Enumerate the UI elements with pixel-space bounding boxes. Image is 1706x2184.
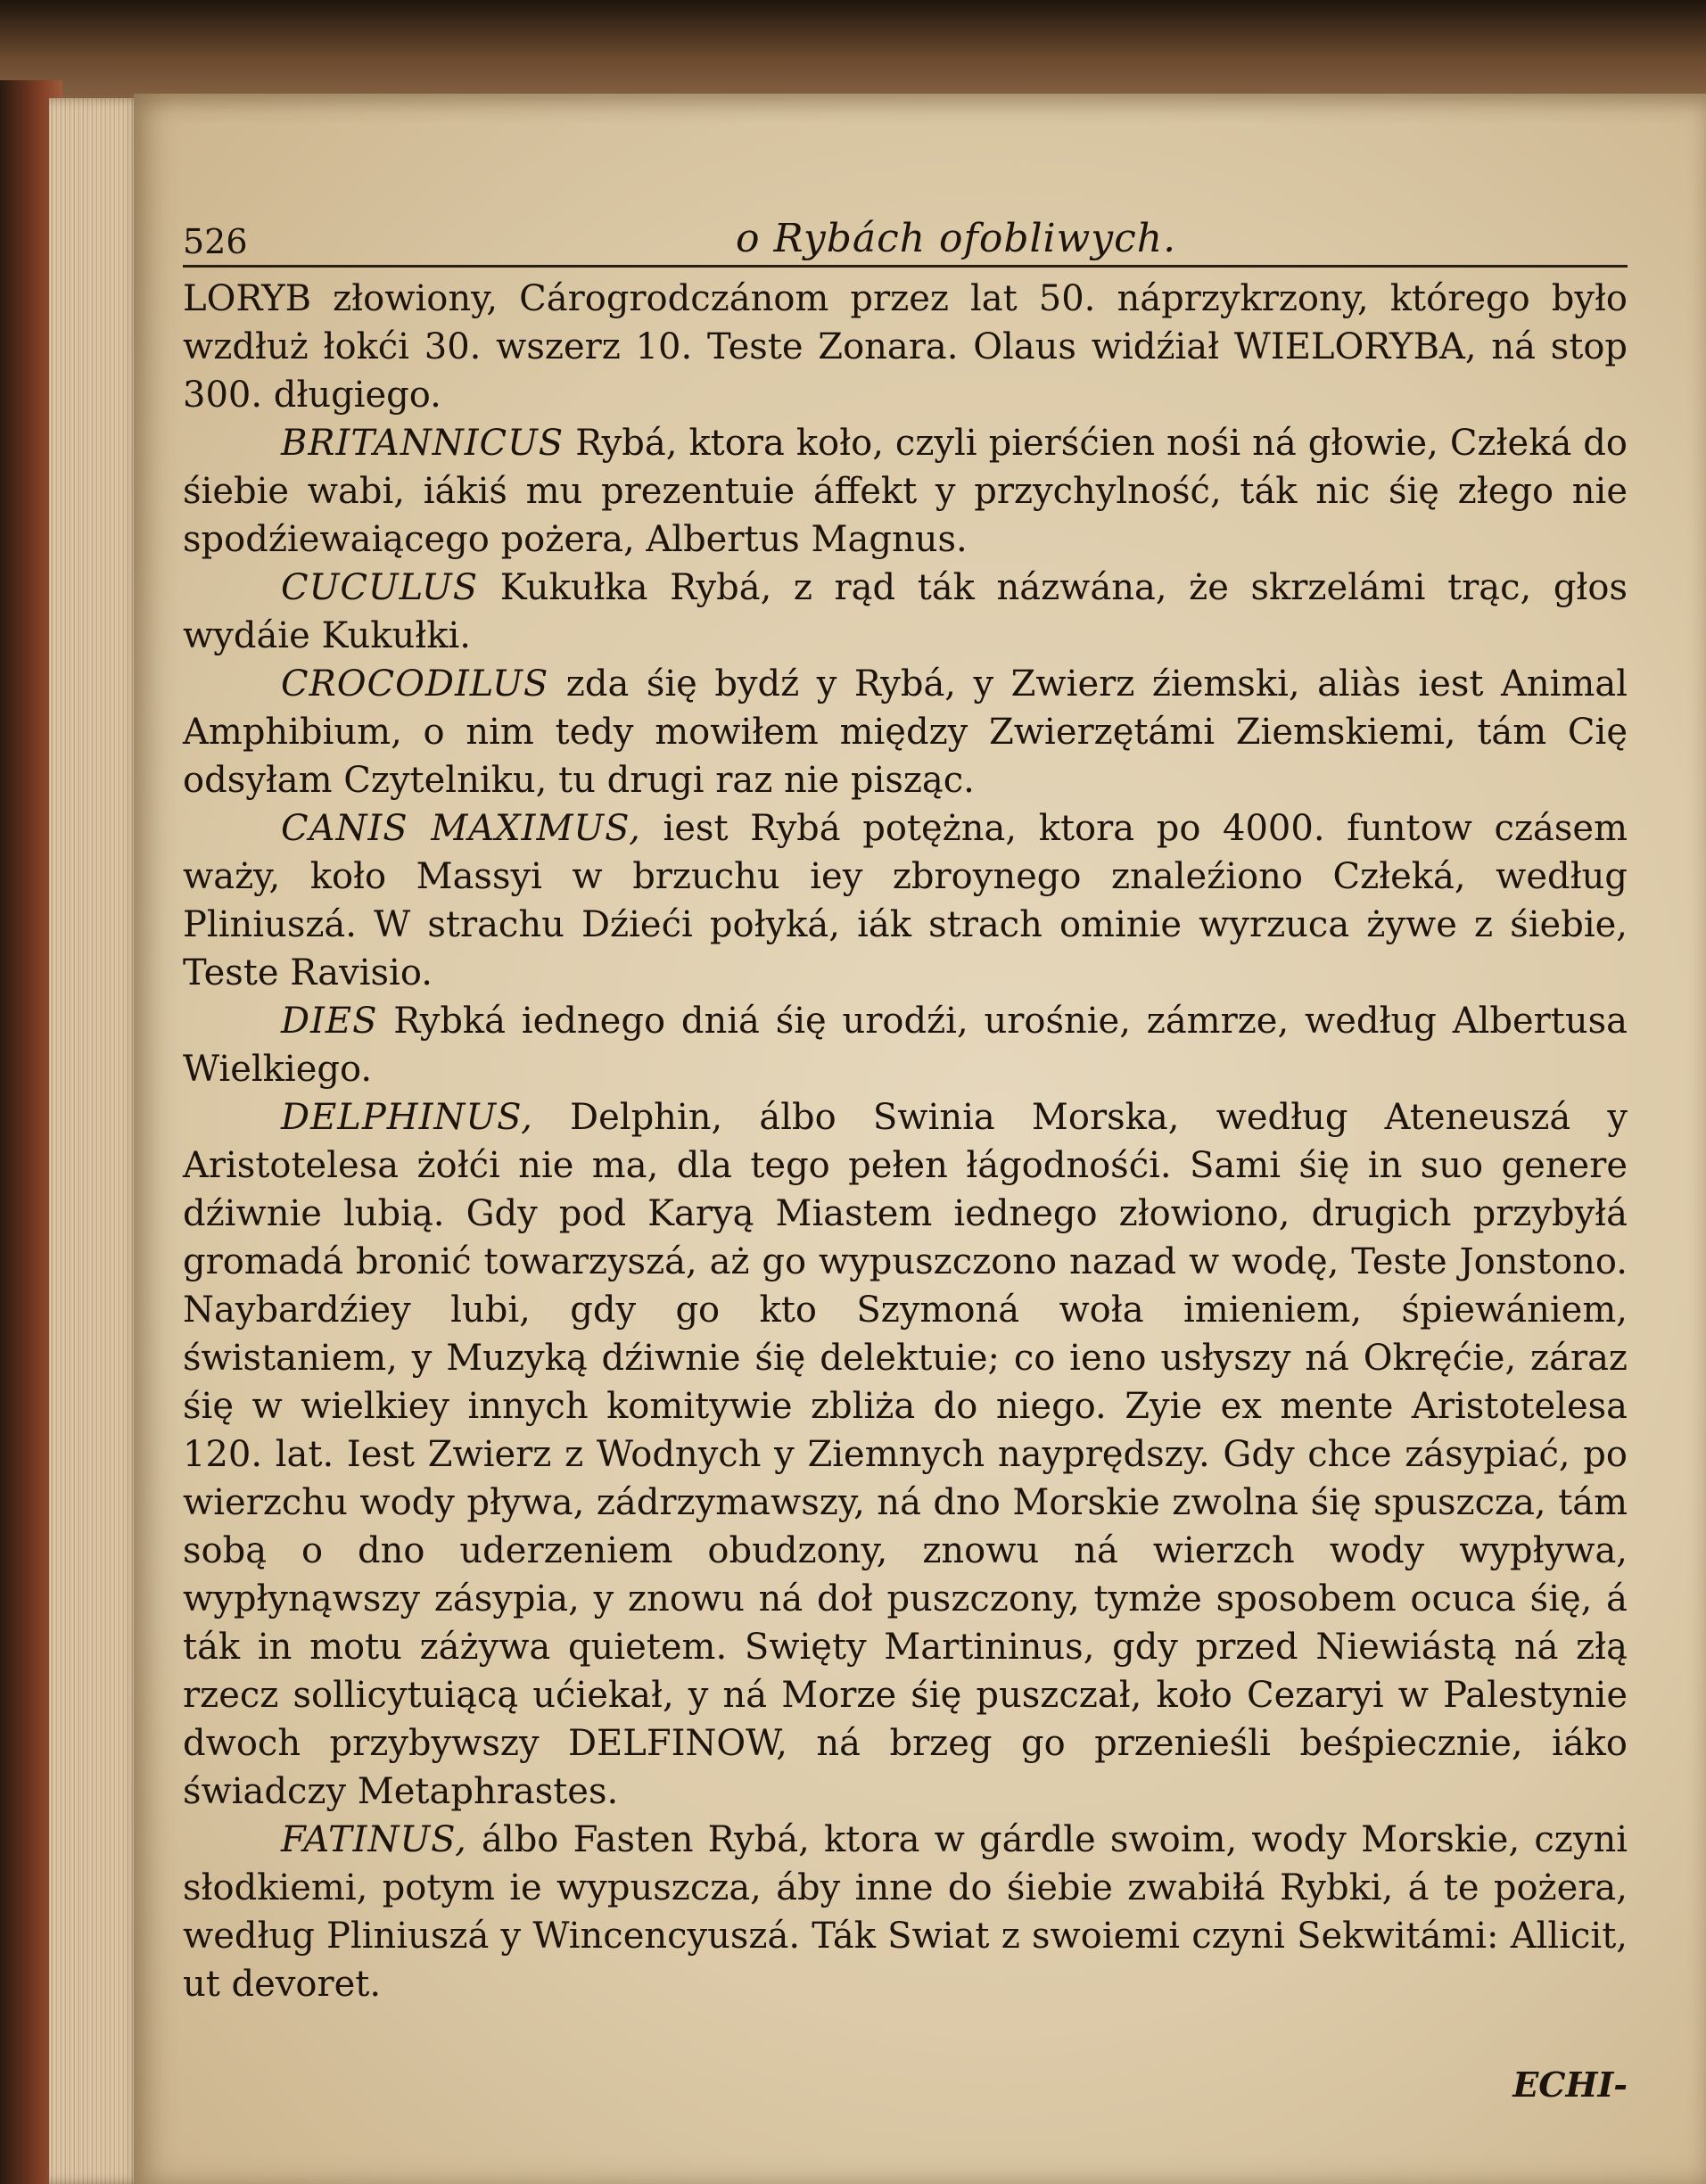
catchword: ECHI- xyxy=(1512,2064,1628,2105)
entry-delphinus xyxy=(183,1093,1628,1816)
entry-text: álbo Fasten Rybá, ktora w gárdle swoim, wody Morskie, czyni słodkiemi, potym ie wypuszcza, áby inne do śiebie zwabiłá Rybki, á te pożera, według Pliniuszá y Wincencyuszá. Ták Swiat z swoiemi czyni Sekwitámi: Allicit, ut devoret. xyxy=(183,1819,1628,2005)
entry-text: Rybá, ktora koło, czyli pierśćien nośi ná głowie, Człeká do śiebie wabi, iákiś mu prezentuie áffekt y przychylność, ták nic śię złego nie spodźiewaiącego pożera, Albertus Magnus. xyxy=(183,423,1628,560)
entry-fatinus xyxy=(183,1816,1628,2008)
entry-lemma: CROCODILUS xyxy=(281,663,549,705)
page-header xyxy=(183,210,1628,268)
entry-text: Rybká iednego dniá śię urodźi, urośnie, zámrze, według Albertusa Wielkiego. xyxy=(183,1001,1628,1090)
entry-lemma: CANIS MAXIMUS, xyxy=(281,808,641,849)
entry-lemma: DELPHINUS, xyxy=(281,1097,533,1138)
entry-lemma: BRITANNICUS xyxy=(281,423,565,464)
entry-crocodilus xyxy=(183,660,1628,804)
entry-lemma: CUCULUS xyxy=(281,567,479,608)
entry-canis-maximus xyxy=(183,804,1628,997)
entry-text: LORYB złowiony, Cárogrodczánom przez lat 50. náprzykrzony, którego było wzdłuż łokći 30. wszerz 10. Teste Zonara. Olaus widźiał WIELORYBA, ná stop 300. długiego. xyxy=(183,278,1628,416)
entry-text: zda śię bydź y Rybá, y Zwierz źiemski, aliàs iest Animal Amphibium, o nim tedy mowiłem między Zwierzętámi Ziemskiemi, tám Cię odsyłam Czytelniku, tu drugi raz nie pisząc. xyxy=(183,663,1628,801)
running-head: o Rybách ofobliwych. xyxy=(736,216,1177,261)
book-cover-top xyxy=(0,0,1706,107)
entry-cuculus xyxy=(183,564,1628,660)
page-edges xyxy=(49,98,143,2184)
page-number: 526 xyxy=(183,222,248,261)
page-text xyxy=(183,210,1628,2105)
entry-text: Delphin, álbo Swinia Morska, według Ateneuszá y Aristotelesa żołći nie ma, dla tego pełen łágodnośći. Sami śię in suo genere dźiwnie lubią. Gdy pod Karyą Miastem iednego złowiono, drugich przybyłá gromadá bronić towarzyszá, aż go wypuszczono nazad w wodę, Teste Jonstono. Naybardźiey lubi, gdy go kto Szymoná woła imieniem, śpiewániem, świstaniem, y Muzyką dźiwnie śię delektuie; co ieno usłyszy ná Okręćie, záraz śię w wielkiey innych komitywie zbliża do niego. Zyie ex mente Aristotelesa 120. lat. Iest Zwierz z Wodnych y Ziemnych nayprędszy. Gdy chce zásypiać, po wierzchu wody pływa, zádrzymawszy, ná dno Morskie zwolna śię spuszcza, tám sobą o dno uderzeniem obudzony, znowu ná wierzch wody wypływa, wypłynąwszy zásypia, y znowu ná doł puszczony, tymże sposobem ocuca śię, á ták in motu záżywa quietem. Swięty Martininus, gdy przed Niewiástą ná złą rzecz sollicytuiącą ućiekał, y ná Morze śię puszczał, koło Cezaryi w Palestynie dwoch przybywszy DELFINOW, ná brzeg go przenieśli beśpiecznie, iáko świadczy Metaphrastes. xyxy=(183,1097,1628,1812)
entry-lemma: DIES xyxy=(281,1001,378,1042)
entry-loryb xyxy=(183,275,1628,419)
entry-dies xyxy=(183,997,1628,1093)
entry-text: iest Rybá potężna, ktora po 4000. funtow czásem waży, koło Massyi w brzuchu iey zbroynego znaleźiono Człeká, według Pliniuszá. W strachu Dźieći połyká, iák strach ominie wyrzuca żywe z śiebie, Teste Ravisio. xyxy=(183,808,1628,993)
entry-lemma: FATINUS, xyxy=(281,1819,467,1860)
entry-text: Kukułka Rybá, z rąd ták názwána, że skrzelámi trąc, głos wydáie Kukułki. xyxy=(183,567,1628,656)
entry-britannicus xyxy=(183,419,1628,564)
